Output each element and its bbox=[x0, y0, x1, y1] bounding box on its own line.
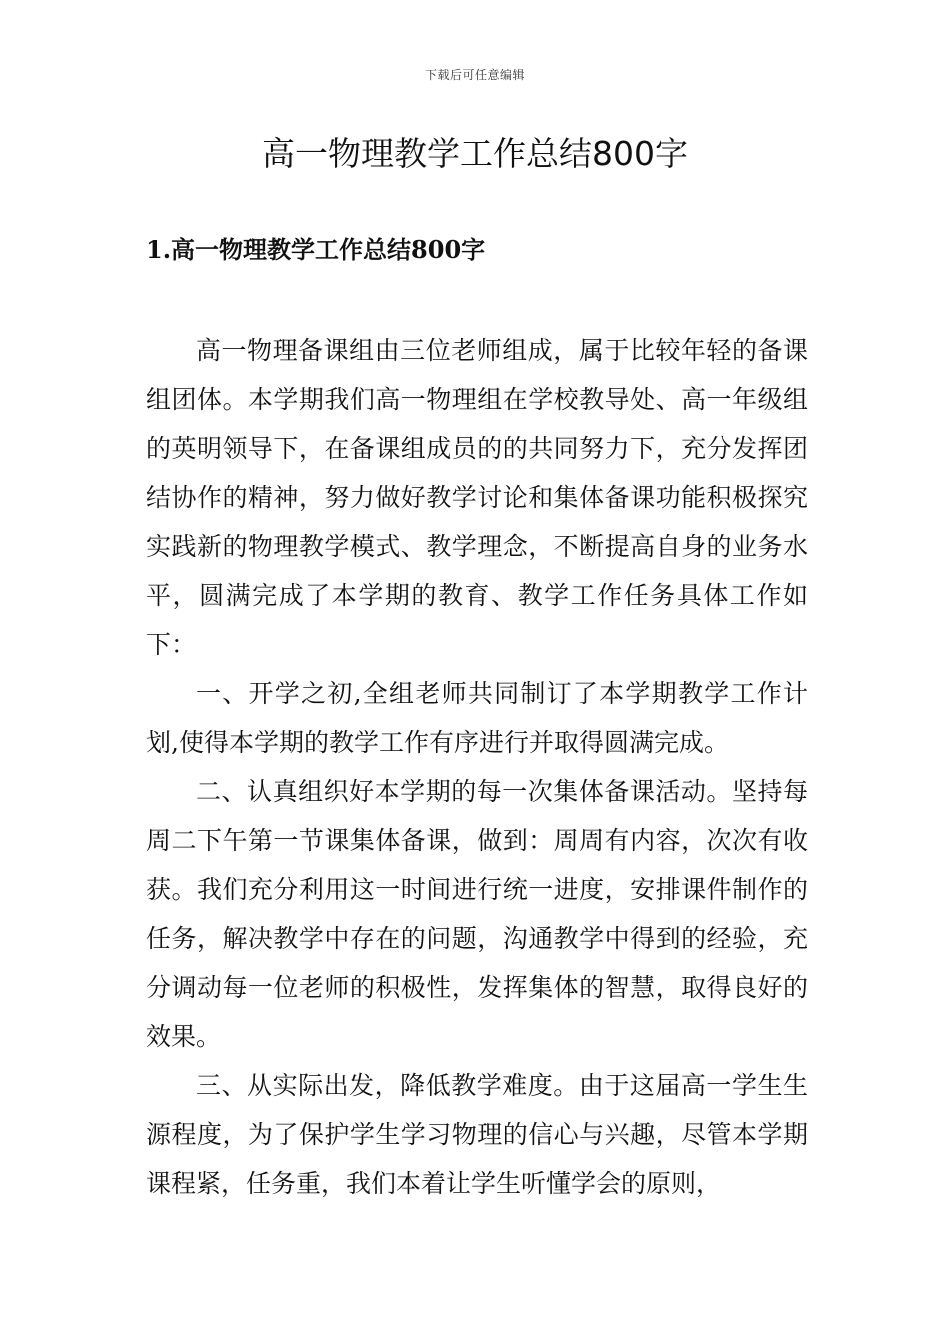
paragraph-item-3: 三、从实际出发，降低教学难度。由于这届高一学生生源程度，为了保护学生学习物理的信心与兴趣，尽管本学期课程紧，任务重，我们本着让学生听懂学会的原则， bbox=[146, 1071, 808, 1198]
document-title: 高一物理教学工作总结800字 bbox=[262, 134, 688, 173]
paragraph-intro: 高一物理备课组由三位老师组成，属于比较年轻的备课组团体。本学期我们高一物理组在学校教导处、高一年级组的英明领导下，在备课组成员的的共同努力下，充分发挥团结协作的精神，努力做好教学讨论和集体备课功能积极探究实践新的物理教学模式、教学理念，不断提高自身的业务水平，圆满完成了本学期的教育、教学工作任务具体工作如下： bbox=[146, 336, 808, 659]
section-heading: 1.高一物理教学工作总结800字 bbox=[146, 235, 486, 264]
paragraph-item-2: 二、认真组织好本学期的每一次集体备课活动。坚持每周二下午第一节课集体备课，做到：周周有内容，次次有收获。我们充分利用这一时间进行统一进度，安排课件制作的任务，解决教学中存在的问题，沟通教学中得到的经验，充分调动每一位老师的积极性，发挥集体的智慧，取得良好的效果。 bbox=[146, 777, 808, 1051]
header-note: 下载后可任意编辑 bbox=[424, 68, 525, 82]
paragraph-item-1: 一、开学之初,全组老师共同制订了本学期教学工作计划,使得本学期的教学工作有序进行并取得圆满完成。 bbox=[146, 679, 808, 757]
body-text bbox=[146, 326, 808, 1208]
